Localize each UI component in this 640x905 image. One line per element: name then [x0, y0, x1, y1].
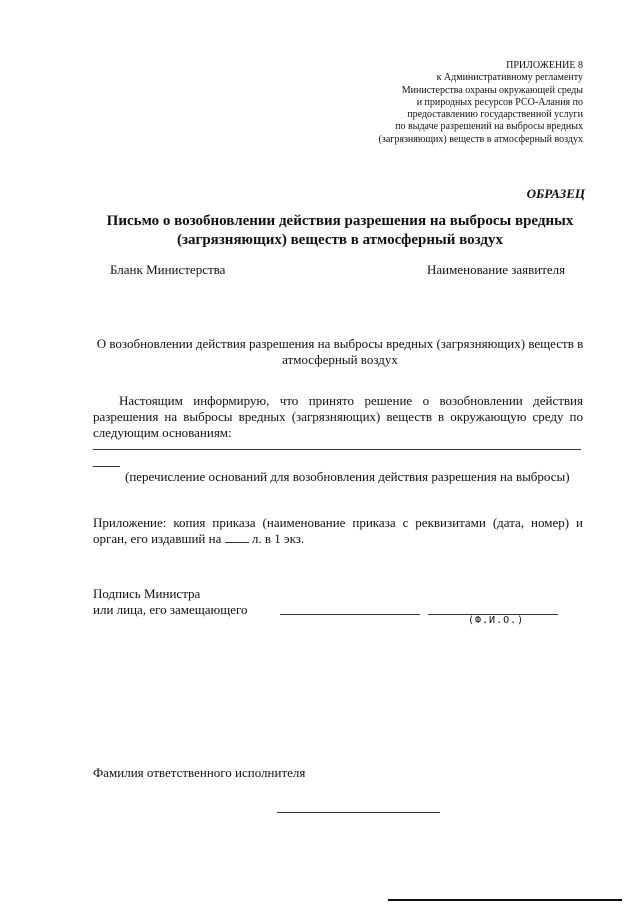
ministry-blank-label: Бланк Министерства — [110, 262, 226, 277]
applicant-name-label: Наименование заявителя — [427, 262, 566, 277]
appendix-line: Министерства охраны окружающей среды — [401, 84, 583, 96]
pages-count-blank — [225, 531, 249, 543]
executor-line — [277, 812, 440, 813]
fio-caption: (Ф.И.О.) — [468, 615, 525, 626]
appendix-block — [300, 60, 583, 146]
signature-label-substitute: или лица, его замещающего — [93, 602, 248, 617]
appendix-line: ПРИЛОЖЕНИЕ 8 — [506, 60, 583, 71]
body-paragraph: Настоящим информирую, что принято решение о возобновлении действия разрешения на выбросы вредных (загрязняющих) веществ в окружающую среду по следующим основаниям: — [93, 393, 583, 440]
attachment-note — [93, 515, 583, 547]
letter-subject-line: О возобновлении действия разрешения на выбросы вредных (загрязняющих) веществ в — [96, 336, 584, 351]
appendix-line: по выдаче разрешений на выбросы вредных — [395, 121, 583, 133]
executor-label: Фамилия ответственного исполнителя — [93, 765, 306, 780]
attachment-text-end: л. в 1 экз. — [248, 531, 305, 546]
grounds-fill-line-short — [93, 466, 120, 467]
appendix-line: и природных ресурсов РСО-Алания по — [416, 96, 583, 108]
signature-label: Подпись Министра — [93, 586, 201, 601]
document-title-line: Письмо о возобновлении действия разрешения на выбросы вредных — [106, 213, 574, 229]
grounds-caption: (перечисление оснований для возобновления действия разрешения на выбросы) — [125, 469, 570, 484]
appendix-line: (загрязняющих) веществ в атмосферный воздух — [378, 133, 583, 145]
appendix-line: к Административному регламенту — [436, 72, 583, 84]
appendix-line: предоставлению государственной услуги — [407, 109, 583, 121]
attachment-text: Приложение: копия приказа (наименование приказа с реквизитами (дата, номер) и орган, его издавший на — [93, 515, 583, 546]
page-bottom-rule — [388, 899, 622, 901]
letter-subject — [90, 336, 590, 368]
letter-subject-line: атмосферный воздух — [282, 352, 398, 367]
sample-label: ОБРАЗЕЦ — [526, 186, 585, 201]
grounds-fill-line — [93, 449, 581, 450]
document-title-line: (загрязняющих) веществ в атмосферный воздух — [176, 232, 503, 248]
document-title — [80, 212, 600, 250]
signature-line — [280, 614, 420, 615]
